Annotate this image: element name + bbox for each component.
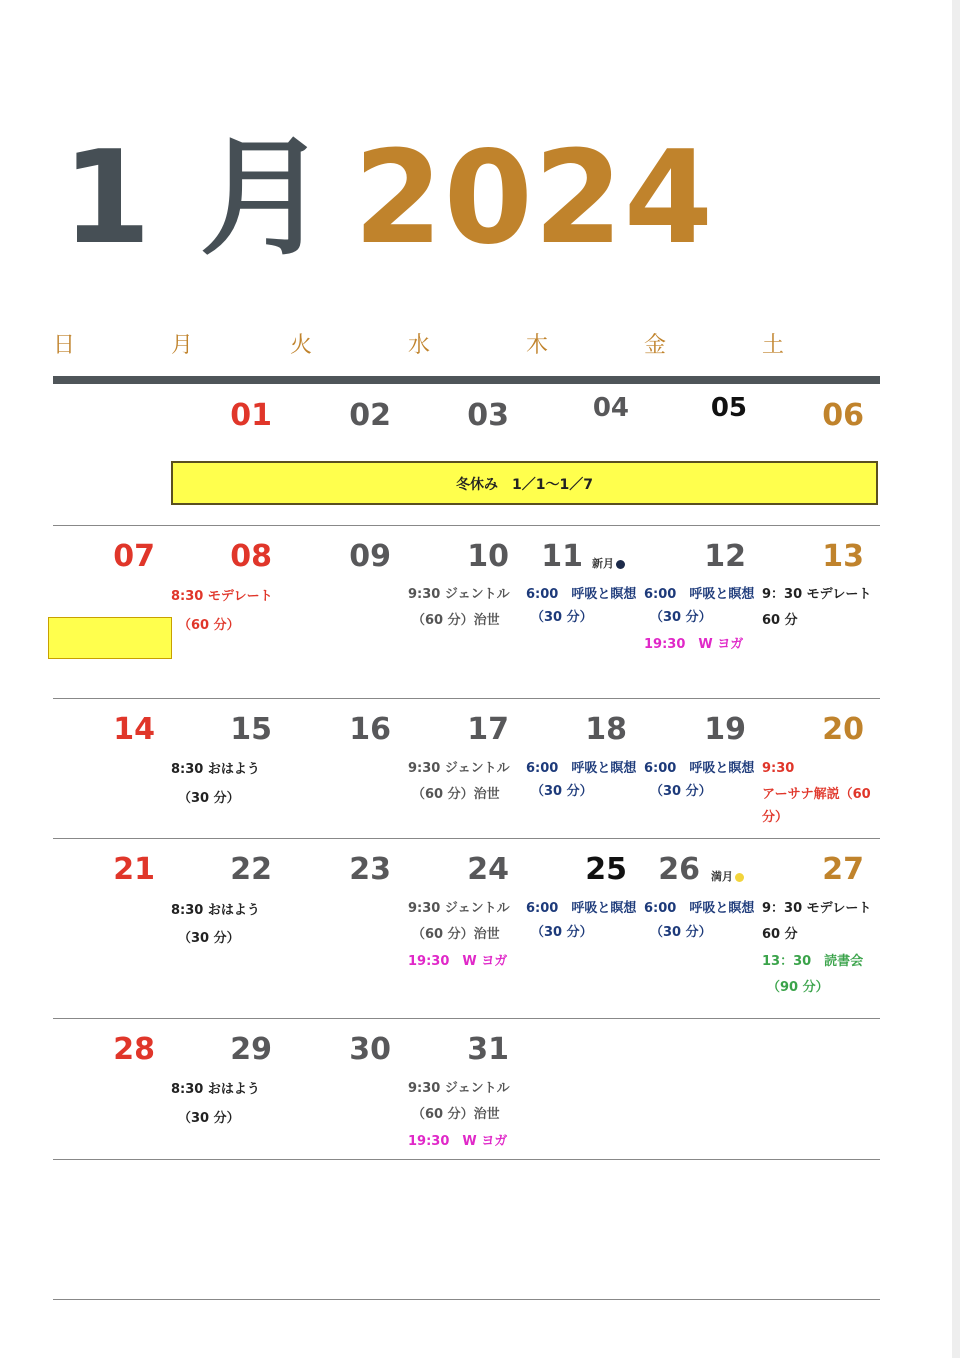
row-divider bbox=[53, 1299, 880, 1300]
new-moon-marker bbox=[592, 555, 625, 571]
day-22[interactable]: 22 bbox=[230, 852, 272, 887]
month-label: 1 月 bbox=[62, 124, 330, 273]
day-16[interactable]: 16 bbox=[349, 712, 391, 747]
event-jan15-morning[interactable]: 8:30 おはよう bbox=[171, 762, 260, 777]
day-13[interactable]: 13 bbox=[822, 539, 864, 574]
month-title bbox=[62, 95, 714, 273]
weekday-mon: 月 bbox=[171, 333, 194, 358]
day-04[interactable]: 04 bbox=[592, 393, 629, 423]
day-25[interactable]: 25 bbox=[585, 852, 627, 887]
weekday-fri: 金 bbox=[644, 333, 667, 358]
event-jan27-reading[interactable]: 13：30 読書会 bbox=[762, 954, 864, 969]
day-07[interactable]: 07 bbox=[113, 539, 155, 574]
event-jan24-w-yoga[interactable]: 19:30 W ヨガ bbox=[408, 954, 508, 969]
event-jan20-asana[interactable]: アーサナ解説（60 bbox=[762, 787, 871, 802]
event-jan27-reading-duration: （90 分） bbox=[767, 980, 829, 995]
row-divider bbox=[53, 525, 880, 526]
event-jan29-morning[interactable]: 8:30 おはよう bbox=[171, 1082, 260, 1097]
event-jan12-duration: （30 分） bbox=[650, 610, 712, 625]
day-09[interactable]: 09 bbox=[349, 539, 391, 574]
day-18[interactable]: 18 bbox=[585, 712, 627, 747]
day-17[interactable]: 17 bbox=[467, 712, 509, 747]
page-edge bbox=[952, 0, 960, 1358]
event-jan19-breath[interactable]: 6:00 呼吸と瞑想 bbox=[644, 761, 755, 776]
event-jan29-duration: （30 分） bbox=[178, 1111, 240, 1126]
highlight-box bbox=[48, 617, 172, 659]
day-31[interactable]: 31 bbox=[467, 1032, 509, 1067]
day-08[interactable]: 08 bbox=[230, 539, 272, 574]
event-jan22-morning[interactable]: 8:30 おはよう bbox=[171, 903, 260, 918]
event-jan13-duration: 60 分 bbox=[762, 613, 798, 628]
event-jan26-breath[interactable]: 6:00 呼吸と瞑想 bbox=[644, 901, 755, 916]
day-30[interactable]: 30 bbox=[349, 1032, 391, 1067]
event-jan19-duration: （30 分） bbox=[650, 784, 712, 799]
event-jan22-duration: （30 分） bbox=[178, 931, 240, 946]
day-19[interactable]: 19 bbox=[704, 712, 746, 747]
full-moon-label: 満月 bbox=[711, 870, 733, 883]
row-divider bbox=[53, 1018, 880, 1019]
new-moon-icon bbox=[616, 560, 625, 569]
event-jan17-gentle[interactable]: 9:30 ジェントル bbox=[408, 761, 510, 776]
row-divider bbox=[53, 698, 880, 699]
year-label: 2024 bbox=[353, 124, 714, 273]
weekday-wed: 水 bbox=[408, 333, 431, 358]
event-jan17-duration: （60 分）治世 bbox=[412, 787, 500, 802]
event-jan08-moderate[interactable]: 8:30 モデレート bbox=[171, 589, 273, 604]
event-jan10-gentle[interactable]: 9:30 ジェントル bbox=[408, 587, 510, 602]
day-28[interactable]: 28 bbox=[113, 1032, 155, 1067]
day-23[interactable]: 23 bbox=[349, 852, 391, 887]
event-jan31-duration: （60 分）治世 bbox=[412, 1107, 500, 1122]
full-moon-icon bbox=[735, 873, 744, 882]
event-jan27-moderate[interactable]: 9：30 モデレート bbox=[762, 901, 872, 916]
event-jan24-duration: （60 分）治世 bbox=[412, 927, 500, 942]
day-26[interactable]: 26 bbox=[658, 852, 700, 887]
event-jan25-breath[interactable]: 6:00 呼吸と瞑想 bbox=[526, 901, 637, 916]
new-moon-label: 新月 bbox=[592, 557, 614, 570]
day-24[interactable]: 24 bbox=[467, 852, 509, 887]
event-jan08-duration: （60 分） bbox=[178, 618, 240, 633]
event-jan26-duration: （30 分） bbox=[650, 925, 712, 940]
event-jan11-duration: （30 分） bbox=[531, 610, 593, 625]
weekday-tue: 火 bbox=[290, 333, 313, 358]
winter-holiday-banner bbox=[171, 461, 878, 505]
event-jan11-breath[interactable]: 6:00 呼吸と瞑想 bbox=[526, 587, 637, 602]
day-15[interactable]: 15 bbox=[230, 712, 272, 747]
event-jan31-w-yoga[interactable]: 19:30 W ヨガ bbox=[408, 1134, 508, 1149]
day-05[interactable]: 05 bbox=[710, 393, 747, 423]
event-jan18-breath[interactable]: 6:00 呼吸と瞑想 bbox=[526, 761, 637, 776]
day-14[interactable]: 14 bbox=[113, 712, 155, 747]
day-01[interactable]: 01 bbox=[230, 398, 272, 433]
weekday-sun: 日 bbox=[53, 333, 76, 358]
winter-holiday-label: 冬休み 1／1～1／7 bbox=[456, 477, 593, 493]
day-21[interactable]: 21 bbox=[113, 852, 155, 887]
event-jan10-duration: （60 分）治世 bbox=[412, 613, 500, 628]
day-11[interactable]: 11 bbox=[541, 539, 583, 574]
event-jan20-time[interactable]: 9:30 bbox=[762, 761, 795, 776]
weekday-thu: 木 bbox=[526, 333, 549, 358]
header-divider bbox=[53, 376, 880, 384]
event-jan12-w-yoga[interactable]: 19:30 W ヨガ bbox=[644, 637, 744, 652]
day-03[interactable]: 03 bbox=[467, 398, 509, 433]
weekday-sat: 土 bbox=[762, 333, 785, 358]
day-12[interactable]: 12 bbox=[704, 539, 746, 574]
day-10[interactable]: 10 bbox=[467, 539, 509, 574]
event-jan18-duration: （30 分） bbox=[531, 784, 593, 799]
event-jan20-duration: 分） bbox=[762, 810, 789, 825]
full-moon-marker bbox=[711, 868, 744, 884]
day-20[interactable]: 20 bbox=[822, 712, 864, 747]
event-jan15-duration: （30 分） bbox=[178, 791, 240, 806]
row-divider bbox=[53, 1159, 880, 1160]
event-jan31-gentle[interactable]: 9:30 ジェントル bbox=[408, 1081, 510, 1096]
row-divider bbox=[53, 838, 880, 839]
event-jan24-gentle[interactable]: 9:30 ジェントル bbox=[408, 901, 510, 916]
event-jan25-duration: （30 分） bbox=[531, 925, 593, 940]
event-jan12-breath[interactable]: 6:00 呼吸と瞑想 bbox=[644, 587, 755, 602]
day-06[interactable]: 06 bbox=[822, 398, 864, 433]
event-jan27-duration: 60 分 bbox=[762, 927, 798, 942]
event-jan13-moderate[interactable]: 9：30 モデレート bbox=[762, 587, 872, 602]
day-27[interactable]: 27 bbox=[822, 852, 864, 887]
day-02[interactable]: 02 bbox=[349, 398, 391, 433]
day-29[interactable]: 29 bbox=[230, 1032, 272, 1067]
